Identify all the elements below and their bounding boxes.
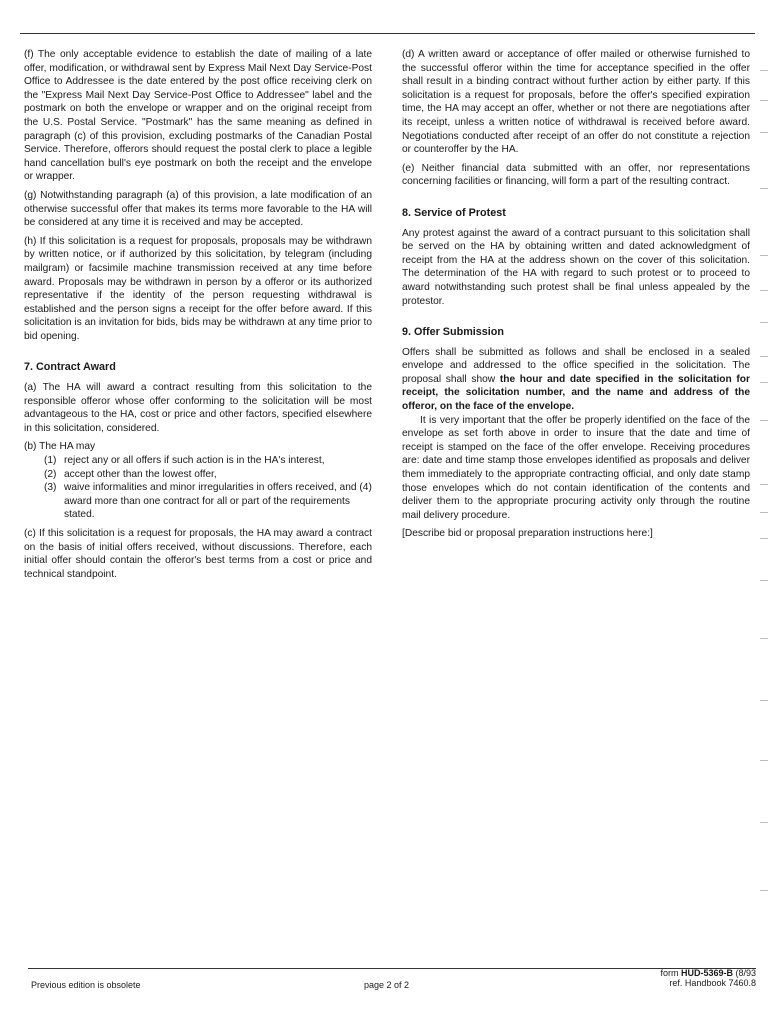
paragraph-e: (e) Neither financial data submitted with an offer, nor representations concerning facilities or financing, will form a part of the resulting contract. [402, 162, 750, 188]
form-number: HUD-5369-B [680, 968, 733, 978]
paragraph-7c: (c) If this solicitation is a request for proposals, the HA may award a contract on the basis of initial offers received, without discussions. Therefore, each initial offer should contain the offeror's best terms from a cost or price and technical standpoint. [24, 528, 372, 580]
edge-mark [760, 538, 768, 539]
edge-mark [760, 132, 768, 133]
paragraph-8: Any protest against the award of a contract pursuant to this solicitation shall be served on the HA by obtaining written and dated acknowledgment of receipt from the HA at the address shown on the cover of this solicitation. The determination of the HA with regard to such protest or to proceed to award notwithstanding such protest shall be final unless appealed by the protestor. [402, 227, 750, 307]
edge-mark [760, 382, 768, 383]
edge-mark [760, 188, 768, 189]
paragraph-f: (f) The only acceptable evidence to establish the date of mailing of a late offer, modification, or withdrawal sent by Express Mail Next Day Service-Post Office to Addressee is the date entered by the post office receiving clerk on the "Express Mail Next Day Service-Post Office to Addressee" label and the postmark on both the envelope or wrapper and on the original receipt from the U.S. Postal Service. "Postmark" has the same meaning as defined in paragraph (c) of this provision, excluding postmarks of the Canadian Postal Service. Therefore, offerors should request the postal clerk to place a legible hand cancellation bull's eye postmark on both the receipt and the envelope or wrapper. [24, 49, 372, 183]
edge-mark [760, 638, 768, 639]
edge-mark [760, 356, 768, 357]
previous-edition-note: Previous edition is obsolete [31, 980, 141, 990]
edge-mark [760, 420, 768, 421]
edge-mark [760, 322, 768, 323]
edge-mark [760, 100, 768, 101]
list-item-number: (2) [44, 468, 57, 480]
edge-mark [760, 512, 768, 513]
list-item-text: reject any or all offers if such action is in the HA's interest, [64, 455, 325, 467]
page-number: page 2 of 2 [364, 980, 410, 990]
edge-mark [760, 290, 768, 291]
list-item [24, 481, 372, 522]
list-item-number: (1) [44, 455, 57, 467]
list-item-text: accept other than the lowest offer, [64, 468, 217, 480]
section-7-heading: 7. Contract Award [24, 361, 116, 374]
paragraph-7a: (a) The HA will award a contract resulting from this solicitation to the responsible offeror whose offer conforming to the solicitation will be most advantageous to the HA, cost or price and other factors, specified elsewhere in this solicitation, considered. [24, 382, 372, 434]
list-item [24, 454, 372, 468]
list-item [24, 468, 372, 482]
form-number-line [636, 968, 756, 978]
edge-mark [760, 700, 768, 701]
edge-mark [760, 255, 768, 256]
paragraph-9-bold-text: the hour and date specified in the solicitation for receipt, the solicitation number, and the name and address of the offeror, on the face of the envelope. [402, 373, 750, 413]
form-prefix: form [660, 968, 681, 978]
left-column [24, 48, 372, 586]
edge-mark [760, 760, 768, 761]
header-rule [20, 33, 755, 34]
paragraph-d: (d) A written award or acceptance of offer mailed or otherwise furnished to the successful offeror within the time for acceptance specified in the offer shall result in a binding contract without further action by either party. If this solicitation is a request for proposals, before the offer's specified expiration time, the HA may accept an offer, whether or not there are negotiations after its receipt, unless a written notice of withdrawal is received before award. Negotiations conducted after receipt of an offer do not constitute a rejection or counteroffer by the HA. [402, 49, 750, 156]
edge-mark [760, 484, 768, 485]
section-9-heading: 9. Offer Submission [402, 326, 504, 339]
edge-mark [760, 822, 768, 823]
edge-mark [760, 70, 768, 71]
paragraph-9-second: It is very important that the offer be properly identified on the face of the envelope as set forth above in order to insure that the date and time of receipt is stamped on the face of the offer envelope. Receiving procedures are: date and time stamp those envelopes identified as proposals and deliver them immediately to the appropriate contracting official, and only date stamp those envelopes which do not contain identification of the contents and deliver them to the appropriate procuring activity only through the routine mail delivery procedure. [402, 414, 750, 521]
paragraph-9 [402, 346, 750, 414]
paragraph-g: (g) Notwithstanding paragraph (a) of this provision, a late modification of an otherwise successful offer that makes its terms more favorable to the HA will be considered at any time it is received and may be accepted. [24, 189, 372, 229]
instructions-placeholder: [Describe bid or proposal preparation instructions here:] [402, 528, 653, 540]
form-date: (8/93 [732, 968, 756, 978]
section-8-heading: 8. Service of Protest [402, 206, 506, 219]
list-item-text: waive informalities and minor irregularities in offers received, and (4) award more than one contract for all or part of the requirements stated. [64, 482, 372, 521]
list-item-number: (3) [44, 482, 57, 494]
form-identifier [636, 968, 756, 988]
edge-mark [760, 580, 768, 581]
paragraph-7b-lead: (b) The HA may [24, 441, 96, 453]
right-column [402, 48, 750, 546]
edge-mark [760, 890, 768, 891]
award-options-list [24, 454, 372, 522]
paragraph-9-text: Offers shall be submitted as follows and shall be enclosed in a sealed envelope and addressed to the office specified in the solicitation. The proposal shall show [402, 346, 750, 385]
paragraph-h: (h) If this solicitation is a request for proposals, proposals may be withdrawn by written notice, or if authorized by this solicitation, by telegram (including mailgram) or facsimile machine transmission received at any time before award. Proposals may be withdrawn in person by a offeror or its authorized representative if the identity of the person requesting withdrawal is established and the person signs a receipt for the offer before award. If this solicitation is an invitation for bids, bids may be withdrawn at any time prior to bid opening. [24, 235, 372, 342]
scan-edge-marks [758, 60, 768, 940]
handbook-reference: ref. Handbook 7460.8 [669, 978, 756, 988]
